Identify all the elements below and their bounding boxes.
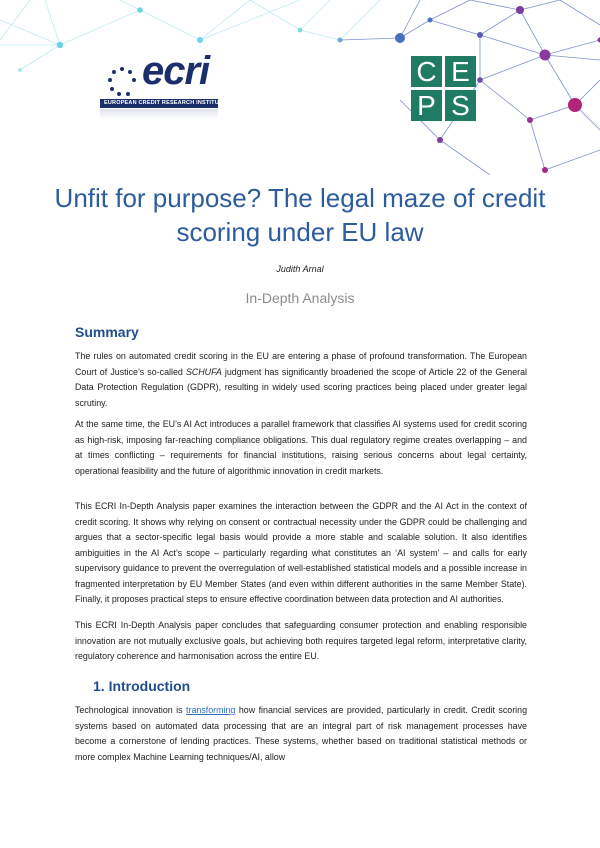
transforming-link[interactable]: transforming	[186, 705, 236, 715]
intro-p1-text-b: how financial services are provided, particularly in credit. Credit scoring systems based on automated data processing that are an integral part of risk management processes have become a cornerstone of lending practices. These systems, whether based on traditional statistical methods or more complex Machine Learning techniques/AI, allow	[75, 705, 528, 762]
summary-paragraph-3: This ECRI In-Depth Analysis paper examines the interaction between the GDPR and the AI Act in the context of credit scoring. It shows why relying on consent or contractual necessity under the GDPR could be challenging and argues that a sector-specific legal basis would provide a more stable and scalable solution. It also identifies ambiguities in the AI Act’s scope – particularly regarding what constitutes an ‘AI system’ – and calls for early supervisory guidance to prevent the overregulation of well-established statistical models and a possible increase in fragmented interpretation by EU Member States (and even within different authorities in the same Member State). Finally, it proposes practical steps to ensure effective coordination between data protection and AI authorities.	[75, 501, 527, 604]
document-title: Unfit for purpose? The legal maze of credit scoring under EU law	[54, 183, 546, 247]
ceps-letter-s: S	[445, 90, 476, 121]
summary-paragraph-2: At the same time, the EU’s AI Act introduces a parallel framework that classifies AI systems used for credit scoring as high-risk, imposing far-reaching compliance obligations. This dual regulatory regime creates overlapping – and at times conflicting – requirements for financial institutions, raising serious concerns about legal certainty, operational feasibility and the future of algorithmic innovation in credit markets.	[75, 419, 527, 476]
intro-p1-text-a: Technological innovation is	[75, 705, 187, 715]
summary-p1-text-b: judgment has significantly broadened the scope of Article 22 of the General Data Protection Regulation (GDPR), resulting in widely used scoring practices being placed under greater legal scrutiny.	[75, 366, 528, 408]
introduction-heading: 1. Introduction	[93, 678, 191, 694]
ceps-logo	[411, 56, 476, 122]
ceps-letter-c: C	[411, 56, 442, 87]
ecri-subtitle: EUROPEAN CREDIT RESEARCH INSTITUTE	[104, 100, 227, 106]
ecri-logo	[100, 49, 227, 125]
introduction-paragraph-1	[75, 703, 527, 765]
summary-p1-text-a: The rules on automated credit scoring in the EU are entering a phase of profound transformation. The European Court of Justice’s so-called	[75, 351, 527, 377]
document-type: In-Depth Analysis	[245, 290, 355, 306]
author-name: Judith Arnal	[276, 264, 324, 274]
summary-paragraph-1	[75, 349, 527, 411]
summary-heading: Summary	[75, 324, 139, 340]
ecri-reflection	[100, 109, 218, 119]
schufa-italic: SCHUFA	[185, 366, 222, 377]
summary-paragraph-4: This ECRI In-Depth Analysis paper concludes that safeguarding consumer protection and enabling responsible innovation are not mutually exclusive goals, but achieving both requires targeted legal reform, interpretative clarity, regulatory coherence and harmonisation across the entire EU.	[75, 620, 527, 661]
ecri-stars-icon	[102, 63, 142, 99]
network-graphic-decoration	[0, 0, 600, 175]
ceps-letter-e: E	[445, 56, 476, 87]
ecri-wordmark: ecri	[142, 49, 210, 93]
ceps-letter-p: P	[411, 90, 442, 121]
